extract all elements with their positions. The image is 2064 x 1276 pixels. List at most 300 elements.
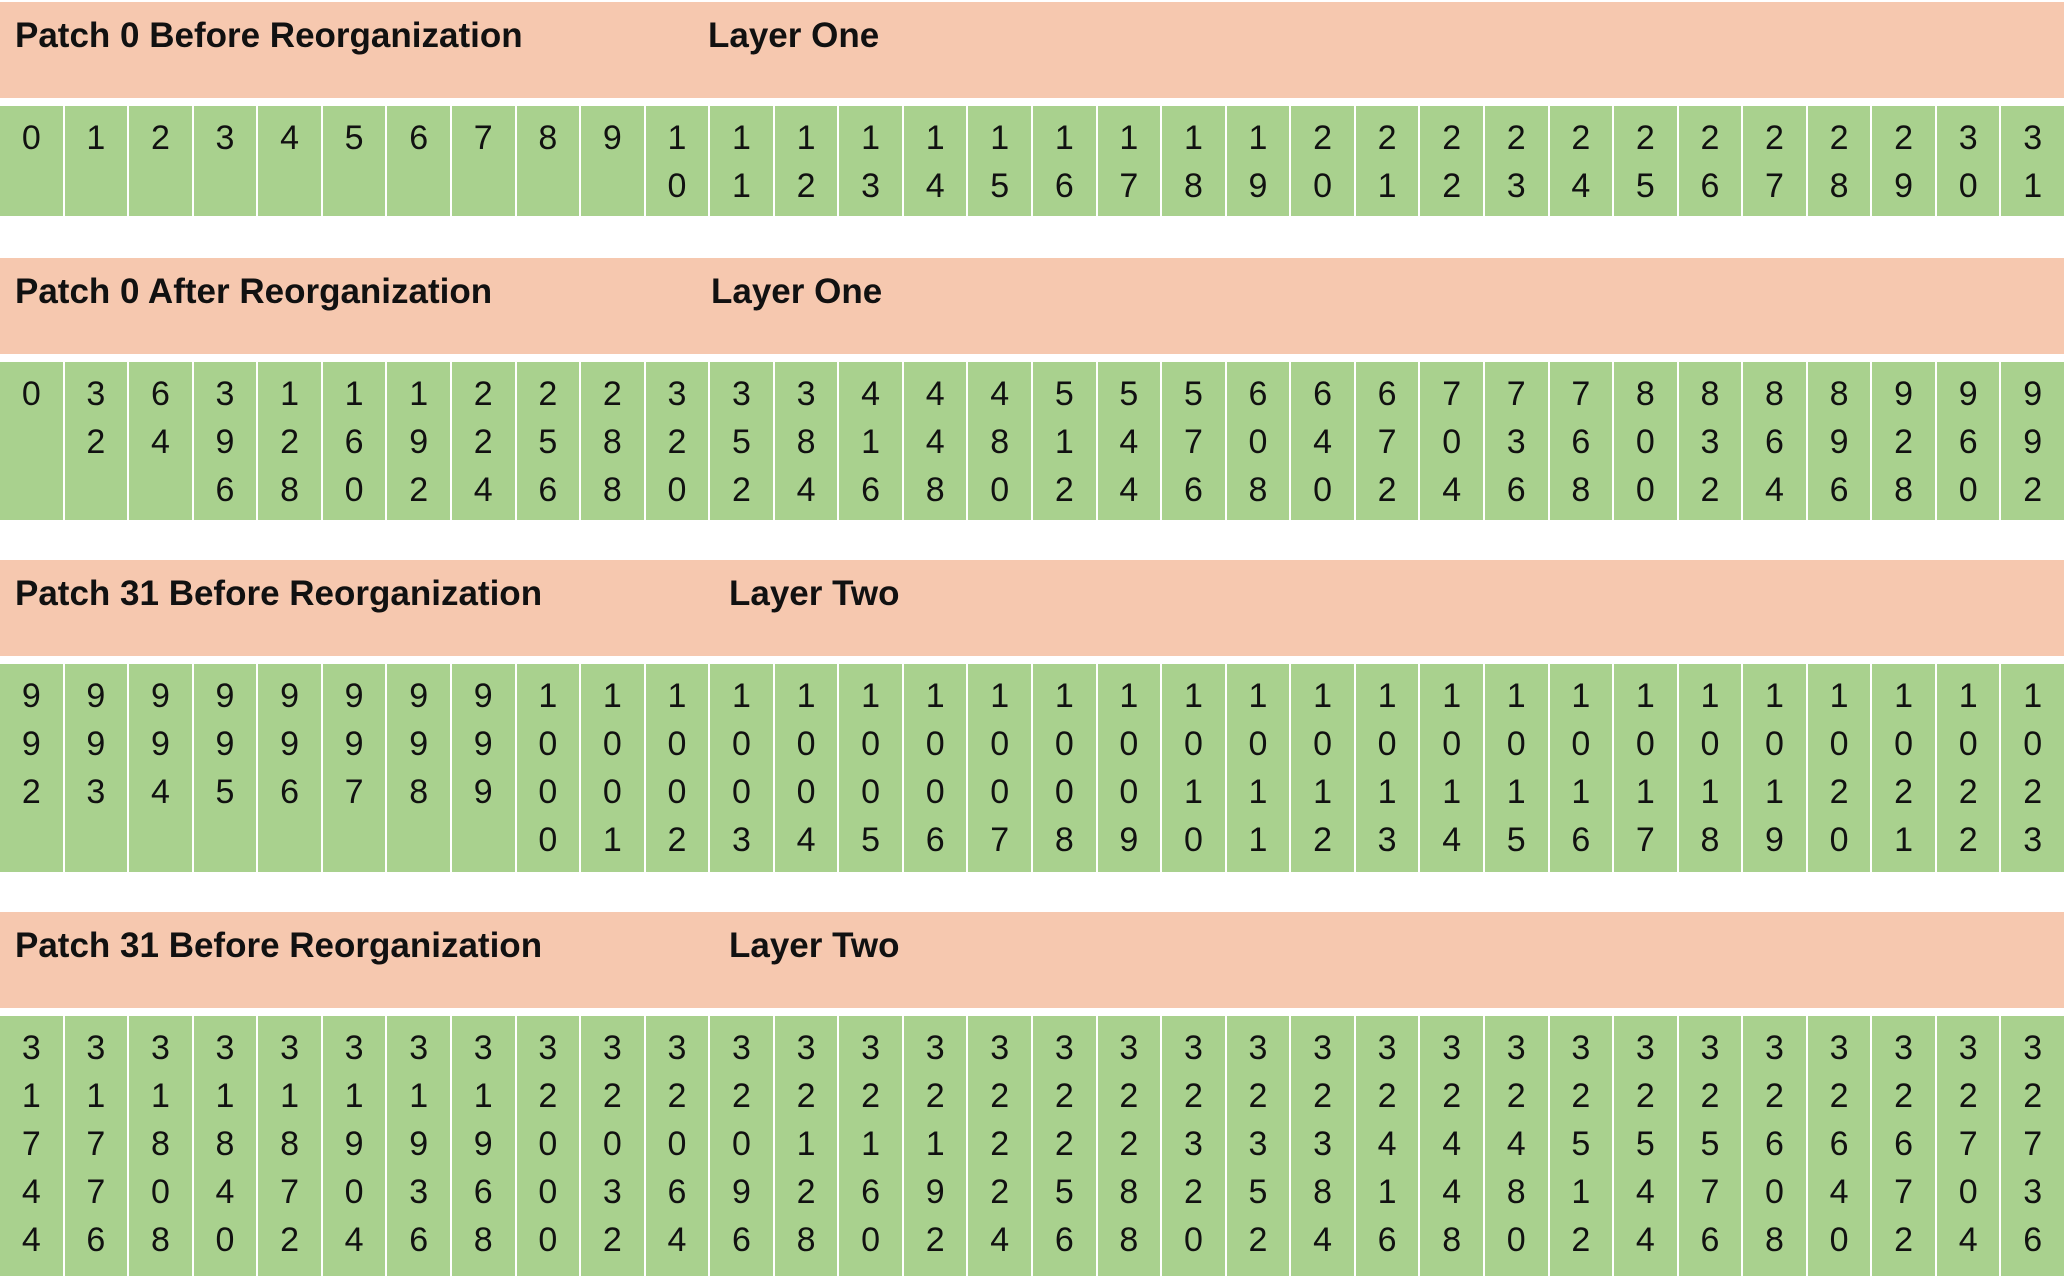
cell-digit: 1: [796, 119, 816, 157]
cell-digit: 5: [1635, 1125, 1655, 1163]
cell-digit: 1: [1054, 119, 1074, 157]
cell-digit: 2: [602, 375, 622, 413]
layer-label: Layer Two: [729, 926, 900, 965]
cell-digit: 5: [1119, 375, 1139, 413]
index-cell: [387, 664, 452, 872]
cell-digit: 2: [732, 471, 751, 509]
cell-digit: 7: [1506, 375, 1526, 413]
cell-digit: 1: [1054, 423, 1074, 461]
cell-digit: 3: [215, 375, 235, 413]
cell-digit: 2: [1700, 1077, 1720, 1115]
cell-digit: 1: [1635, 677, 1655, 715]
cell-digit: 4: [1313, 1221, 1332, 1259]
cell-digit: 5: [1571, 1125, 1591, 1163]
cell-digit: 7: [1119, 167, 1139, 205]
cell-digit: 5: [1183, 375, 1203, 413]
cell-digit: 8: [990, 423, 1010, 461]
index-cell: [1420, 664, 1485, 872]
cell-digit: 0: [1829, 821, 1849, 859]
cell-digit: 8: [150, 1125, 170, 1163]
cell-digit: 2: [1958, 773, 1978, 811]
cell-digit: 7: [1765, 167, 1784, 205]
section-title: Patch 31 Before Reorganization: [15, 574, 543, 613]
cell-digit: 1: [1958, 677, 1978, 715]
cell-digit: 0: [1958, 471, 1978, 509]
index-cell: [1937, 1016, 2002, 1276]
index-cell: [1485, 664, 1550, 872]
index-cell: [1550, 106, 1615, 216]
cell-digit: 0: [1183, 725, 1203, 763]
cell-digit: 4: [1829, 1173, 1849, 1211]
cell-digit: 0: [667, 1125, 687, 1163]
index-cell: [0, 362, 65, 520]
cell-digit: 1: [473, 1077, 493, 1115]
cell-digit: 1: [1183, 119, 1203, 157]
cell-digit: 2: [667, 1077, 687, 1115]
cell-digit: 9: [280, 725, 299, 763]
cell-digit: 0: [1894, 725, 1914, 763]
cell-digit: 5: [1506, 821, 1526, 859]
cell-digit: 0: [602, 725, 622, 763]
cell-digit: 2: [1119, 1125, 1139, 1163]
cell-digit: 4: [990, 375, 1010, 413]
index-cell: [258, 664, 323, 872]
index-cell: [710, 106, 775, 216]
cell-digit: 1: [2023, 677, 2043, 715]
cell-digit: 9: [215, 725, 235, 763]
cell-digit: 2: [1054, 471, 1074, 509]
index-cell: [1098, 1016, 1163, 1276]
cell-digit: 4: [21, 1173, 41, 1211]
cell-digit: 9: [344, 1125, 364, 1163]
cell-digit: 1: [602, 677, 622, 715]
index-cell: [1808, 106, 1873, 216]
index-cell: [1872, 362, 1937, 520]
index-cell: [1679, 362, 1744, 520]
cell-digit: 6: [86, 1221, 106, 1259]
cell-digit: 1: [86, 1077, 106, 1115]
index-cell: [1356, 362, 1421, 520]
cell-digit: 1: [538, 677, 558, 715]
cell-digit: 3: [1765, 1029, 1784, 1067]
cell-digit: 0: [1183, 821, 1203, 859]
cell-digit: 8: [1829, 167, 1849, 205]
cell-digit: 7: [2023, 1125, 2043, 1163]
cell-digit: 9: [409, 1125, 429, 1163]
cell-digit: 8: [1506, 1173, 1526, 1211]
index-cell: [323, 106, 388, 216]
cell-digit: 1: [925, 1125, 945, 1163]
cell-digit: 6: [1377, 1221, 1397, 1259]
cell-digit: 2: [2023, 773, 2043, 811]
cell-digit: 1: [667, 677, 687, 715]
cell-digit: 8: [1442, 1221, 1462, 1259]
cell-digit: 9: [1894, 167, 1914, 205]
cell-digit: 1: [1119, 119, 1139, 157]
index-cell: [2001, 1016, 2064, 1276]
cell-digit: 9: [409, 423, 429, 461]
index-cell: [65, 362, 130, 520]
cell-digit: 0: [1119, 773, 1139, 811]
cell-digit: 2: [1377, 119, 1397, 157]
cell-digit: 6: [280, 773, 299, 811]
index-cell: [1679, 664, 1744, 872]
index-cell: [646, 106, 711, 216]
cell-digit: 2: [280, 1221, 299, 1259]
cell-digit: 9: [2023, 423, 2043, 461]
cell-digit: 2: [990, 1125, 1010, 1163]
cell-digit: 1: [1506, 677, 1526, 715]
cell-digit: 4: [925, 375, 945, 413]
cell-digit: 6: [215, 471, 235, 509]
cell-digit: 4: [1506, 1125, 1526, 1163]
cell-digit: 2: [538, 1077, 558, 1115]
cell-digit: 4: [1635, 1221, 1655, 1259]
index-cell: [1872, 1016, 1937, 1276]
cell-digit: 2: [1248, 1221, 1268, 1259]
cell-digit: 3: [409, 1029, 429, 1067]
index-cell: [129, 106, 194, 216]
cell-digit: 1: [344, 375, 364, 413]
cell-digit: 6: [409, 119, 429, 157]
cell-digit: 7: [1700, 1173, 1720, 1211]
cell-digit: 2: [409, 471, 429, 509]
cell-digit: 0: [1958, 725, 1978, 763]
index-cell: [646, 664, 711, 872]
cell-digit: 0: [1765, 1173, 1784, 1211]
cell-digit: 8: [1894, 471, 1914, 509]
cell-digit: 7: [473, 119, 493, 157]
index-cell: [1098, 362, 1163, 520]
cell-digit: 3: [1248, 1125, 1268, 1163]
cell-digit: 0: [1635, 423, 1655, 461]
section-header: [0, 258, 2064, 354]
cell-digit: 1: [1054, 677, 1074, 715]
cell-digit: 3: [732, 375, 751, 413]
layer-label: Layer One: [708, 16, 880, 55]
cell-digit: 2: [2023, 471, 2043, 509]
index-cell: [581, 1016, 646, 1276]
cell-digit: 1: [796, 1125, 816, 1163]
index-cell: [194, 1016, 259, 1276]
cell-digit: 0: [1313, 725, 1332, 763]
index-row: [0, 1016, 2064, 1276]
cell-digit: 8: [1313, 1173, 1332, 1211]
index-cell: [65, 106, 130, 216]
cell-digit: 2: [1829, 1077, 1849, 1115]
cell-digit: 6: [1700, 167, 1720, 205]
cell-digit: 9: [344, 677, 364, 715]
cell-digit: 1: [409, 1077, 429, 1115]
cell-digit: 1: [280, 1077, 299, 1115]
cell-digit: 0: [796, 725, 816, 763]
cell-digit: 2: [1571, 1221, 1591, 1259]
cell-digit: 2: [1571, 119, 1591, 157]
index-cell: [1550, 664, 1615, 872]
index-cell: [1550, 1016, 1615, 1276]
index-cell: [2001, 106, 2064, 216]
cell-digit: 9: [925, 1173, 945, 1211]
index-row: [0, 664, 2064, 872]
cell-digit: 0: [861, 725, 881, 763]
cell-digit: 6: [1765, 423, 1784, 461]
index-cell: [1356, 106, 1421, 216]
cell-digit: 7: [21, 1125, 41, 1163]
cell-digit: 9: [1829, 423, 1849, 461]
index-cell: [1291, 362, 1356, 520]
cell-digit: 0: [602, 773, 622, 811]
index-cell: [323, 664, 388, 872]
index-cell: [387, 106, 452, 216]
index-cell: [1937, 664, 2002, 872]
index-cell: [258, 106, 323, 216]
cell-digit: 9: [86, 677, 106, 715]
cell-digit: 2: [21, 773, 41, 811]
cell-digit: 6: [861, 471, 881, 509]
index-cell: [0, 1016, 65, 1276]
section-header: [0, 912, 2064, 1008]
index-cell: [323, 362, 388, 520]
cell-digit: 6: [1054, 1221, 1074, 1259]
cell-digit: 6: [861, 1173, 881, 1211]
cell-digit: 3: [1958, 1029, 1978, 1067]
index-cell: [129, 1016, 194, 1276]
cell-digit: 9: [1119, 821, 1139, 859]
cell-digit: 9: [473, 773, 493, 811]
cell-digit: 9: [150, 677, 170, 715]
cell-digit: 2: [2023, 1077, 2043, 1115]
index-cell: [904, 664, 969, 872]
index-cell: [581, 362, 646, 520]
cell-digit: 1: [86, 119, 106, 157]
index-cell: [387, 362, 452, 520]
cell-digit: 3: [538, 1029, 558, 1067]
cell-digit: 1: [344, 1077, 364, 1115]
index-cell: [65, 664, 130, 872]
index-cell: [775, 1016, 840, 1276]
cell-digit: 8: [1571, 471, 1591, 509]
index-cell: [194, 664, 259, 872]
cell-digit: 7: [86, 1173, 106, 1211]
cell-digit: 1: [1377, 167, 1397, 205]
cell-digit: 5: [1054, 1173, 1074, 1211]
index-cell: [904, 362, 969, 520]
index-cell: [129, 664, 194, 872]
cell-digit: 3: [86, 1029, 106, 1067]
cell-digit: 9: [344, 725, 364, 763]
cell-digit: 1: [1119, 677, 1139, 715]
cell-digit: 7: [1377, 423, 1397, 461]
index-cell: [839, 664, 904, 872]
cell-digit: 2: [1183, 1077, 1203, 1115]
index-cell: [968, 106, 1033, 216]
index-cell: [1743, 106, 1808, 216]
cell-digit: 7: [86, 1125, 106, 1163]
cell-digit: 0: [344, 471, 364, 509]
cell-digit: 5: [344, 119, 364, 157]
cell-digit: 3: [1313, 1125, 1332, 1163]
cell-digit: 3: [602, 1029, 622, 1067]
cell-digit: 7: [990, 821, 1010, 859]
cell-digit: 4: [925, 423, 945, 461]
cell-digit: 1: [732, 119, 751, 157]
index-cell: [1033, 1016, 1098, 1276]
index-cell: [1679, 106, 1744, 216]
cell-digit: 2: [1700, 471, 1720, 509]
cell-digit: 7: [1183, 423, 1203, 461]
cell-digit: 4: [150, 423, 170, 461]
cell-digit: 0: [925, 725, 945, 763]
cell-digit: 0: [1442, 423, 1462, 461]
cell-digit: 3: [796, 375, 816, 413]
cell-digit: 2: [86, 423, 106, 461]
cell-digit: 4: [1442, 1125, 1462, 1163]
cell-digit: 0: [538, 821, 558, 859]
cell-digit: 3: [21, 1029, 41, 1067]
cell-digit: 1: [732, 167, 751, 205]
cell-digit: 4: [1571, 167, 1591, 205]
cell-digit: 6: [150, 375, 170, 413]
cell-digit: 9: [280, 677, 299, 715]
cell-digit: 6: [2023, 1221, 2043, 1259]
cell-digit: 0: [538, 1173, 558, 1211]
cell-digit: 3: [1700, 1029, 1720, 1067]
cell-digit: 9: [602, 119, 622, 157]
cell-digit: 0: [1054, 725, 1074, 763]
cell-digit: 0: [21, 375, 41, 413]
index-cell: [646, 362, 711, 520]
cell-digit: 2: [1894, 1221, 1914, 1259]
cell-digit: 1: [1700, 773, 1720, 811]
cell-digit: 1: [1313, 677, 1332, 715]
cell-digit: 3: [861, 1029, 881, 1067]
cell-digit: 3: [990, 1029, 1010, 1067]
cell-digit: 4: [1442, 821, 1462, 859]
cell-digit: 9: [1248, 167, 1268, 205]
cell-digit: 2: [925, 1077, 945, 1115]
index-cell: [1743, 1016, 1808, 1276]
cell-digit: 1: [990, 119, 1010, 157]
cell-digit: 1: [1377, 773, 1397, 811]
cell-digit: 3: [1506, 167, 1526, 205]
index-row: [0, 362, 2064, 520]
cell-digit: 8: [1054, 821, 1074, 859]
cell-digit: 2: [667, 423, 687, 461]
index-cell: [1872, 664, 1937, 872]
cell-digit: 3: [1506, 423, 1526, 461]
index-cell: [1485, 362, 1550, 520]
index-cell: [452, 362, 517, 520]
index-cell: [1098, 664, 1163, 872]
cell-digit: 2: [1894, 1077, 1914, 1115]
cell-digit: 8: [215, 1125, 235, 1163]
index-cell: [2001, 362, 2064, 520]
cell-digit: 2: [1958, 821, 1978, 859]
cell-digit: 0: [1442, 725, 1462, 763]
cell-digit: 3: [602, 1173, 622, 1211]
cell-digit: 6: [1377, 375, 1397, 413]
cell-digit: 9: [473, 677, 493, 715]
index-cell: [1162, 1016, 1227, 1276]
cell-digit: 8: [1700, 821, 1720, 859]
cell-digit: 1: [796, 677, 816, 715]
index-cell: [1033, 664, 1098, 872]
cell-digit: 0: [667, 725, 687, 763]
cell-digit: 7: [1442, 375, 1462, 413]
index-cell: [1033, 106, 1098, 216]
cell-digit: 1: [1829, 677, 1849, 715]
cell-digit: 3: [2023, 1029, 2043, 1067]
cell-digit: 1: [667, 119, 687, 157]
cell-digit: 8: [1765, 375, 1784, 413]
index-cell: [1227, 1016, 1292, 1276]
cell-digit: 0: [1635, 471, 1655, 509]
index-cell: [1872, 106, 1937, 216]
cell-digit: 2: [1635, 119, 1655, 157]
cell-digit: 0: [1248, 423, 1268, 461]
cell-digit: 3: [1442, 1029, 1462, 1067]
cell-digit: 1: [409, 375, 429, 413]
index-cell: [904, 1016, 969, 1276]
cell-digit: 1: [1377, 1173, 1397, 1211]
cell-digit: 1: [1248, 821, 1268, 859]
cell-digit: 6: [1313, 375, 1332, 413]
cell-digit: 1: [925, 677, 945, 715]
index-cell: [581, 106, 646, 216]
index-cell: [2001, 664, 2064, 872]
index-cell: [1679, 1016, 1744, 1276]
cell-digit: 2: [602, 1077, 622, 1115]
cell-digit: 4: [1958, 1221, 1978, 1259]
cell-digit: 0: [990, 725, 1010, 763]
cell-digit: 1: [1571, 677, 1591, 715]
cell-digit: 3: [86, 375, 106, 413]
cell-digit: 0: [1958, 167, 1978, 205]
cell-digit: 1: [280, 375, 299, 413]
cell-digit: 2: [1442, 1077, 1462, 1115]
index-cell: [1808, 1016, 1873, 1276]
index-cell: [258, 362, 323, 520]
cell-digit: 0: [344, 1173, 364, 1211]
cell-digit: 3: [1377, 821, 1397, 859]
cell-digit: 1: [1248, 677, 1268, 715]
index-cell: [1356, 1016, 1421, 1276]
cell-digit: 3: [1313, 1029, 1332, 1067]
cell-digit: 9: [150, 725, 170, 763]
cell-digit: 0: [1829, 1221, 1849, 1259]
cell-digit: 2: [1377, 1077, 1397, 1115]
index-cell: [0, 106, 65, 216]
cell-digit: 2: [796, 167, 816, 205]
cell-digit: 6: [1958, 423, 1978, 461]
cell-digit: 5: [538, 423, 558, 461]
cell-digit: 2: [1829, 773, 1849, 811]
index-row: [0, 106, 2064, 216]
cell-digit: 9: [473, 725, 493, 763]
cell-digit: 1: [215, 1077, 235, 1115]
index-cell: [581, 664, 646, 872]
cell-digit: 1: [990, 677, 1010, 715]
cell-digit: 6: [1894, 1125, 1914, 1163]
cell-digit: 4: [990, 1221, 1010, 1259]
cell-digit: 2: [1119, 1077, 1139, 1115]
cell-digit: 2: [1894, 119, 1914, 157]
cell-digit: 3: [215, 119, 235, 157]
cell-digit: 4: [344, 1221, 364, 1259]
cell-digit: 1: [1248, 119, 1268, 157]
cell-digit: 4: [1442, 471, 1462, 509]
index-cell: [1227, 106, 1292, 216]
